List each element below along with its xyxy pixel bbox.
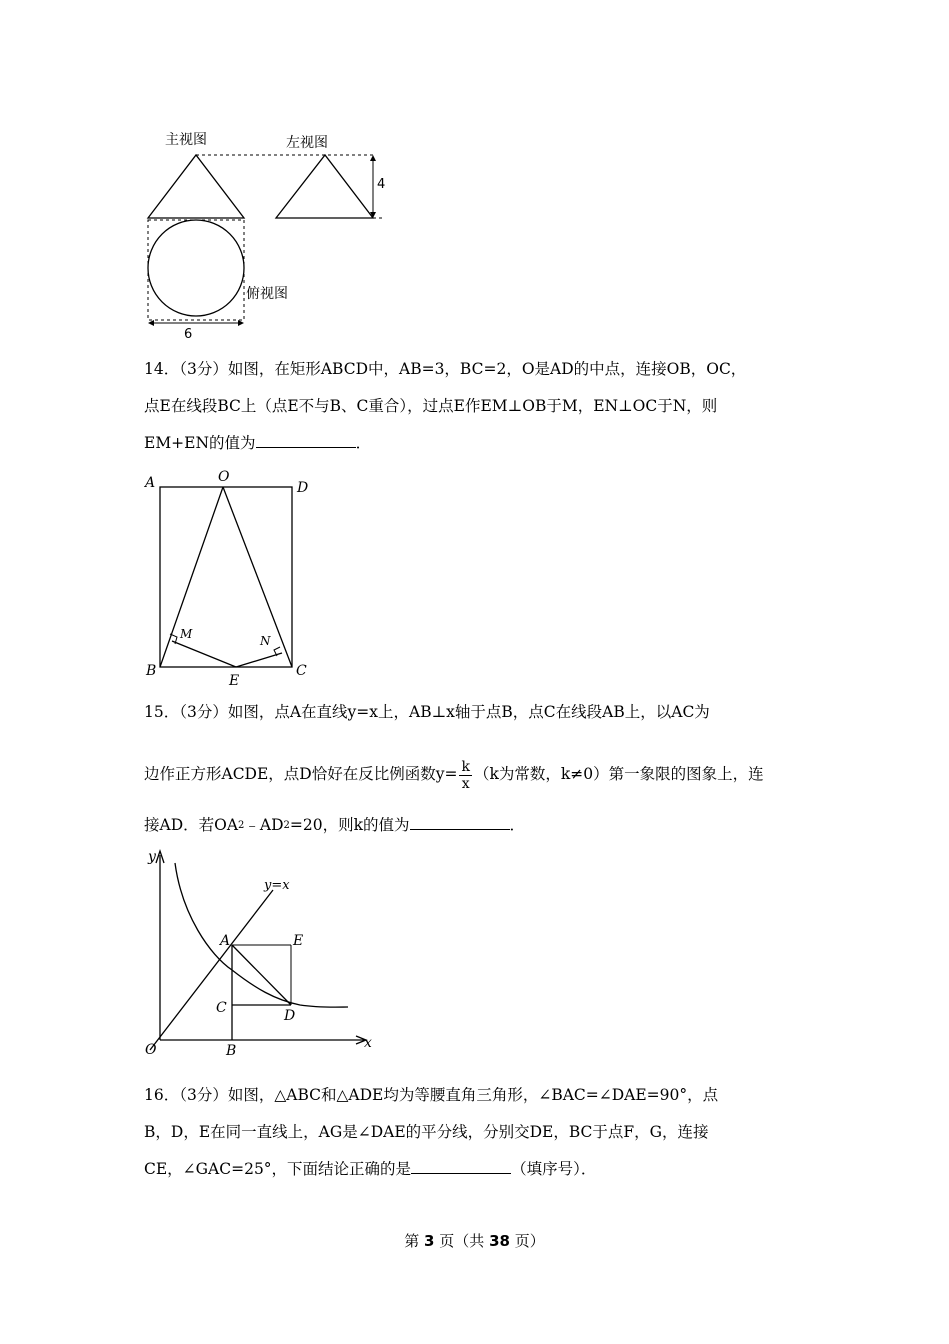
q15-label-a: A xyxy=(220,933,231,949)
q16-line1: 16．（3分）如图，△ABC和△ADE均为等腰直角三角形，∠BAC=∠DAE=90°，点 xyxy=(144,1086,719,1104)
top-view-label: 俯视图 xyxy=(246,286,288,302)
q14-line3-end: ． xyxy=(355,434,372,452)
q14-label-d: D xyxy=(297,480,309,496)
q15-line2-text: 边作正方形ACDE，点D恰好在反比例函数y= xyxy=(144,765,458,783)
q15-line3 xyxy=(144,815,525,838)
q16-line3 xyxy=(144,1159,596,1179)
q15-fraction xyxy=(459,759,471,792)
q14-line1: 14．（3分）如图，在矩形ABCD中，AB=3，BC=2，O是AD的中点，连接OB，OC， xyxy=(144,360,747,378)
q15-coordinate-figure xyxy=(140,845,380,1065)
q14-line3-text: EM+EN的值为 xyxy=(144,434,256,452)
q15-label-y: y xyxy=(148,849,156,865)
width-dimension: 6 xyxy=(184,327,193,342)
q15-line2-text-end: （k为常数，k≠0）第一象限的图象上，连 xyxy=(473,765,764,783)
q14-line3 xyxy=(144,433,371,453)
q14-label-c: C xyxy=(296,663,307,679)
q15-fraction-denominator: x xyxy=(461,775,470,792)
q14-label-o: O xyxy=(218,469,230,485)
q15-label-b: B xyxy=(226,1043,237,1059)
q15-label-c: C xyxy=(216,1000,227,1016)
q15-label-line: y=x xyxy=(264,878,290,893)
q15-answer-blank[interactable] xyxy=(410,815,510,830)
footer-total-pages: 38 xyxy=(489,1232,510,1250)
footer-post: 页） xyxy=(514,1232,545,1250)
q14-label-m: M xyxy=(180,627,193,641)
q15-label-o: O xyxy=(145,1042,157,1058)
q15-line3-c: =20，则k的值为 xyxy=(289,816,410,834)
q14-label-n: N xyxy=(260,634,271,648)
q16-answer-blank[interactable] xyxy=(411,1159,511,1174)
q16-line3-text: CE，∠GAC=25°，下面结论正确的是 xyxy=(144,1160,412,1178)
three-views-drawing xyxy=(140,125,400,345)
q15-line1: 15．（3分）如图，点A在直线y=x上，AB⊥x轴于点B，点C在线段AB上，以AC为 xyxy=(144,703,710,721)
q15-sup1: 2 xyxy=(238,820,245,831)
q16-line2: B，D，E在同一直线上，AG是∠DAE的平分线，分别交DE，BC于点F，G，连接 xyxy=(144,1123,709,1141)
q15-fraction-numerator: k xyxy=(461,758,470,775)
q15-sup2: 2 xyxy=(283,820,290,831)
q15-label-e: E xyxy=(293,933,304,949)
left-view-label: 左视图 xyxy=(286,135,328,151)
footer-mid: 页（共 xyxy=(439,1232,485,1250)
q15-label-x: x xyxy=(364,1035,372,1051)
q15-label-d: D xyxy=(284,1008,296,1024)
q14-line2: 点E在线段BC上（点E不与B、C重合），过点E作EM⊥OB于M，EN⊥OC于N，则 xyxy=(144,397,718,415)
q15-line3-a: 接AD．若OA xyxy=(144,816,239,834)
q15-line3-b: ﹣AD xyxy=(244,816,284,834)
q15-line2 xyxy=(144,756,764,792)
q14-label-b: B xyxy=(146,663,157,679)
q14-answer-blank[interactable] xyxy=(256,433,356,448)
front-view-label: 主视图 xyxy=(165,132,207,148)
q16-line3-end: （填序号）． xyxy=(511,1160,597,1178)
height-dimension: 4 xyxy=(377,177,386,192)
q15-line3-end: ． xyxy=(509,816,526,834)
footer-pre: 第 xyxy=(404,1232,420,1250)
q14-label-e: E xyxy=(229,673,240,689)
q14-rectangle-figure xyxy=(140,465,320,690)
page-footer xyxy=(0,1230,949,1251)
footer-page-number: 3 xyxy=(424,1232,435,1250)
q14-label-a: A xyxy=(145,475,156,491)
